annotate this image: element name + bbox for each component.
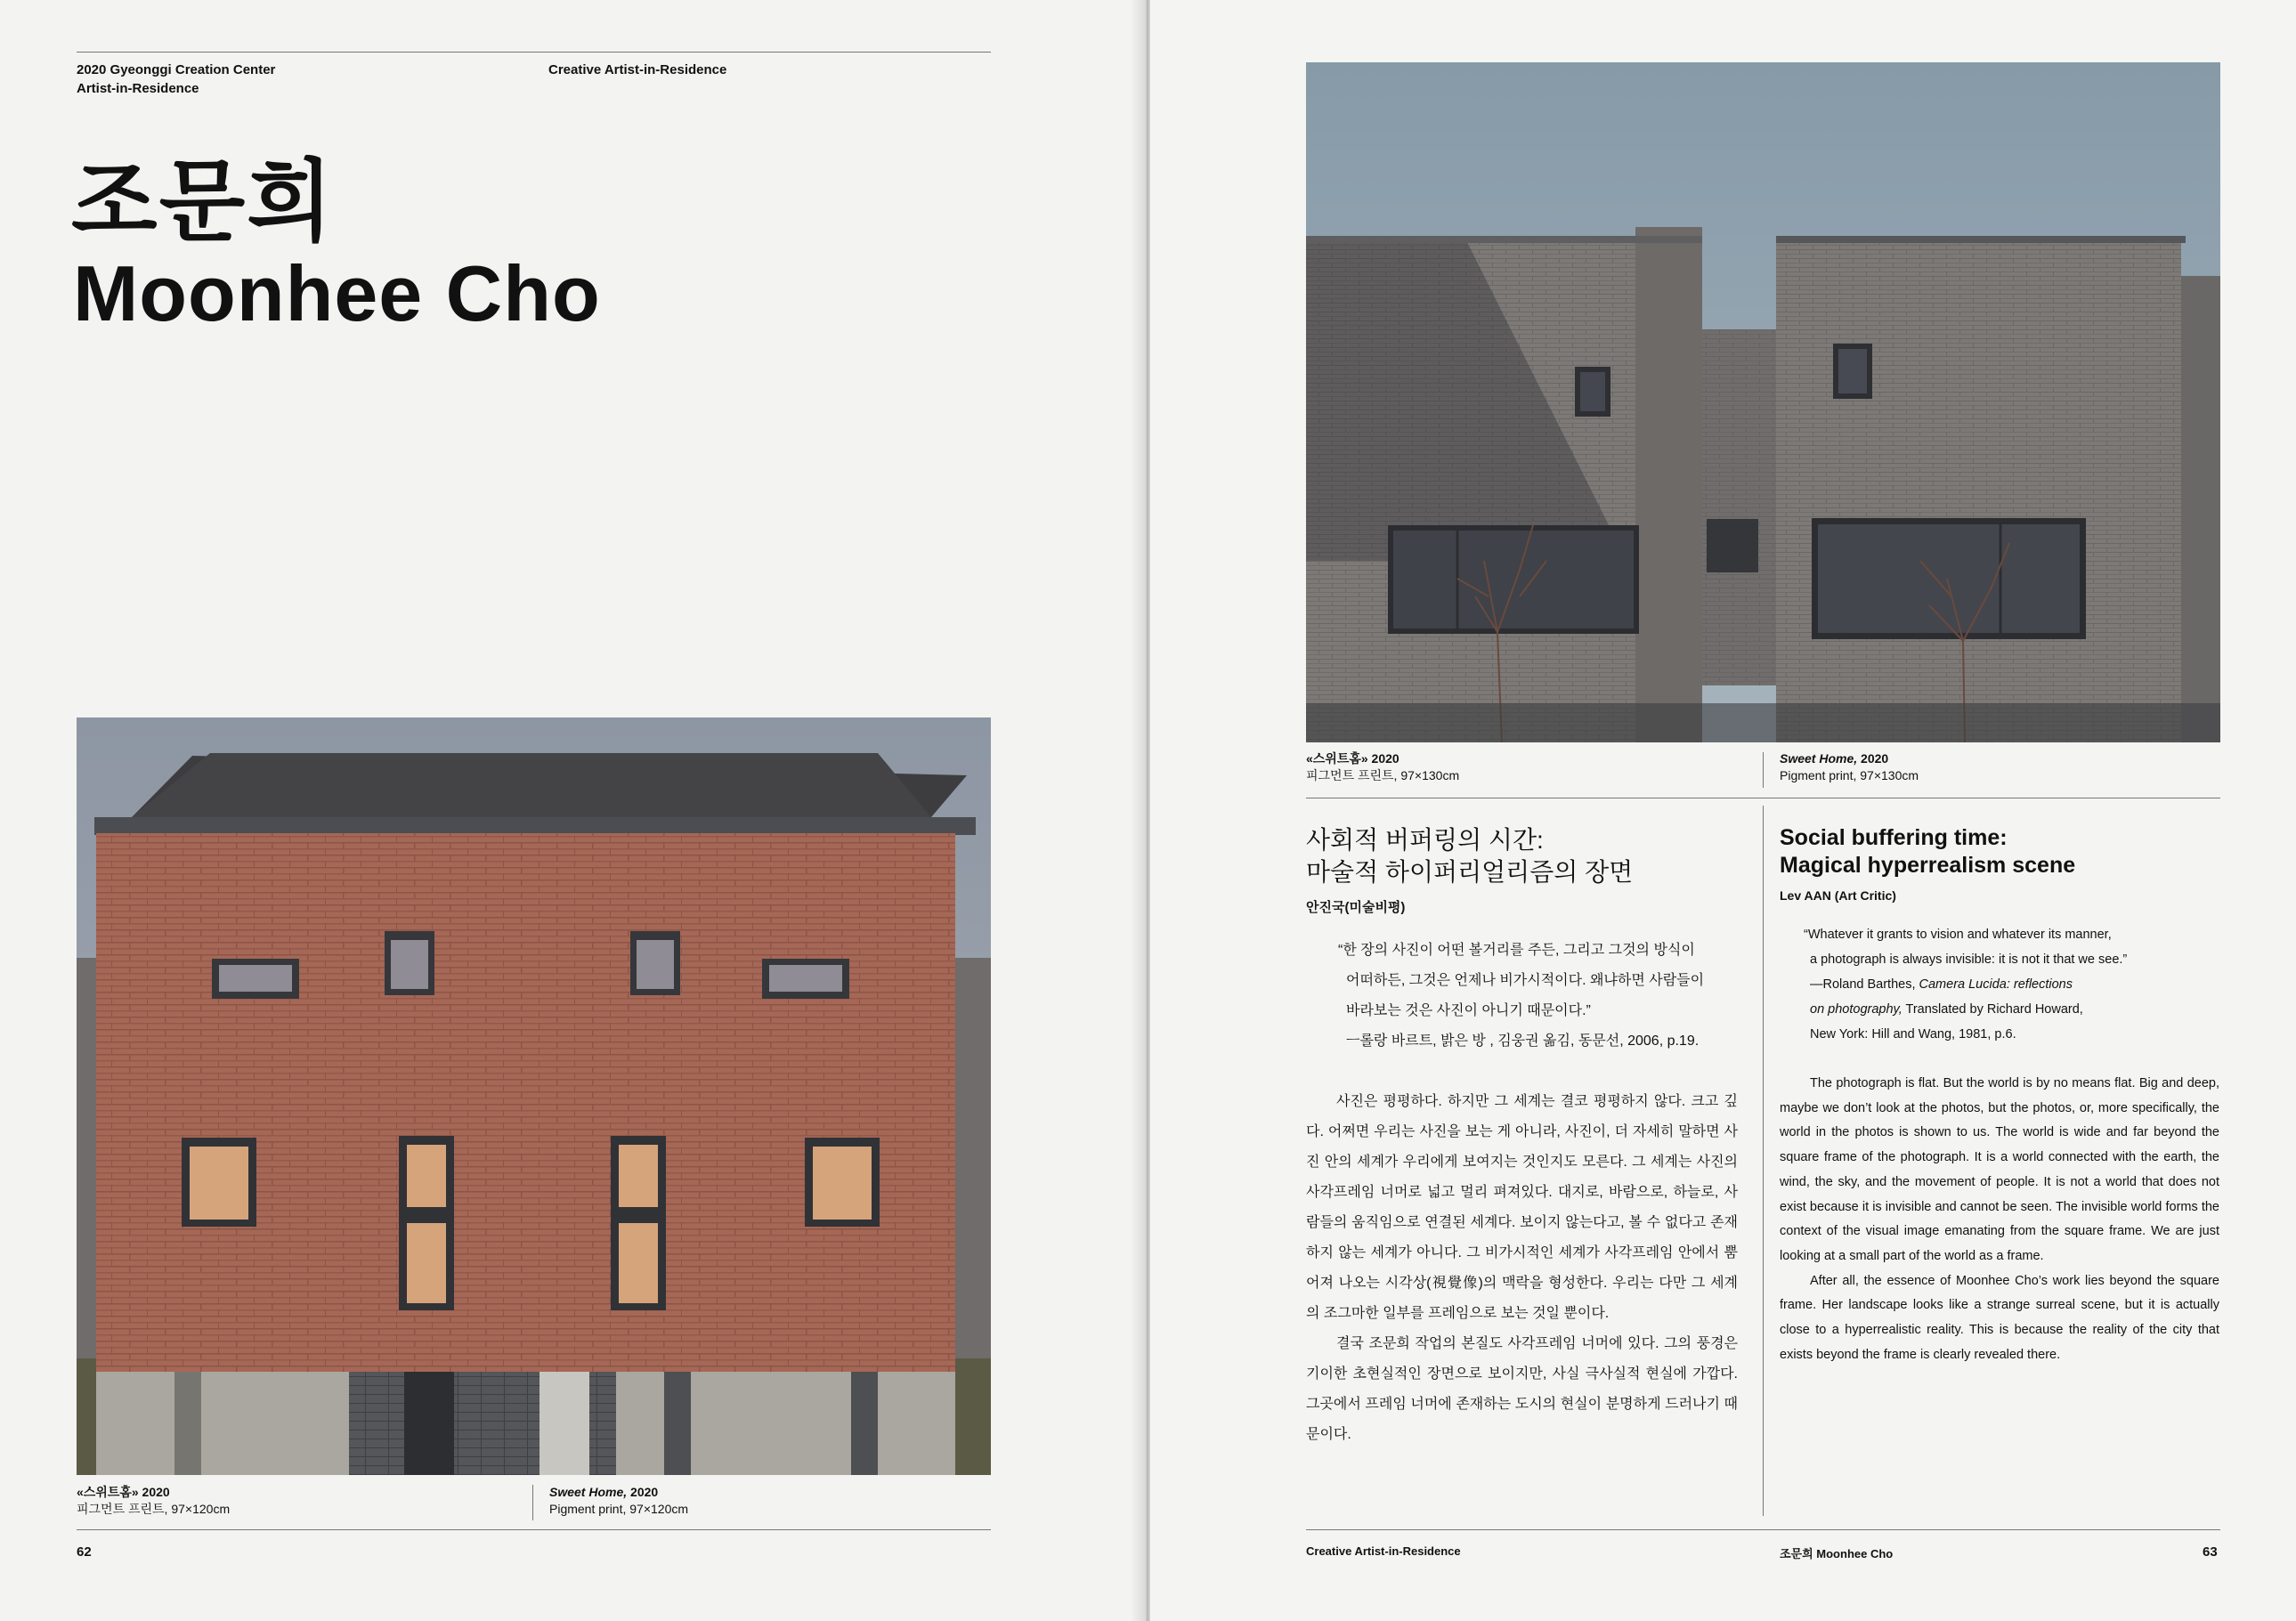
column-divider — [1763, 806, 1764, 1516]
footer-section: Creative Artist-in-Residence — [1306, 1544, 1461, 1558]
header-section: Creative Artist-in-Residence — [548, 62, 727, 77]
artist-name-korean: 조문희 — [71, 152, 335, 252]
bottom-rule-right — [1306, 1529, 2220, 1530]
epigraph-en-publisher: New York: Hill and Wang, 1981, p.6. — [1810, 1027, 2016, 1041]
epigraph-ko-source: ㅡ롤랑 바르트, 밝은 방 , 김웅권 옮김, 동문선, 2006, p.19. — [1346, 1033, 1700, 1049]
right-page — [1150, 0, 2296, 1621]
caption-en-detail: Pigment print, 97×120cm — [549, 1502, 689, 1516]
essay-korean — [1306, 824, 1738, 1450]
footer-artist: 조문희 Moonhee Cho — [1780, 1547, 1894, 1560]
epigraph-en-line: “Whatever it grants to vision and whatever its manner, — [1804, 928, 2112, 942]
epigraph-en-line — [1804, 972, 2219, 997]
caption-ko-title: «스위트홈» 2020 — [77, 1485, 170, 1499]
epigraph-ko-line: 어떠하든, 그것은 언제나 비가시적이다. 왜냐하면 사람들이 — [1346, 973, 1705, 988]
essay-byline-ko: 안진국(미술비평) — [1306, 900, 1406, 915]
essay-title-en-line2: Magical hyperrealism scene — [1780, 853, 2076, 878]
caption-korean-right — [1306, 750, 1459, 784]
epigraph-ko-line: 바라보는 것은 사진이 아니기 때문이다.” — [1346, 1003, 1591, 1018]
caption-en-title-right: Sweet Home, — [1780, 751, 1858, 766]
essay-en-paragraph-1: The photograph is flat. But the world is by no means flat. Big and deep, maybe we don’t look at the photos, but the photos, or, more specifically, the world in the photos is shown to us. The world is wide and far beyond the square frame of the photograph. It is a world connected with the earth, the wind, the sky, and the movement of people. It is not a world that does not exist because it is invisible and cannot be seen. The invisible world forms the context of the visual image emanating from the square frame. We are just looking at a small part of the world as a frame. — [1780, 1076, 2219, 1263]
essay-ko-paragraph-2: 결국 조문희 작업의 본질도 사각프레임 너머에 있다. 그의 풍경은 기이한 초현실적인 장면으로 보이지만, 사실 극사실적 현실에 가깝다. 그곳에서 프레임 너머에 존재하는 도시의 현실이 분명하게 드러나기 때문이다. — [1306, 1336, 1738, 1442]
epigraph-en-book-title: Camera Lucida: reflections — [1919, 977, 2073, 992]
epigraph-en-translator: Translated by Richard Howard, — [1902, 1002, 2083, 1017]
epigraph-en-book-title-cont: on photography, — [1810, 1002, 1903, 1017]
page-number-right: 63 — [2203, 1544, 2218, 1560]
left-page — [0, 0, 1147, 1621]
page-number-left: 62 — [77, 1544, 92, 1560]
epigraph-en-line: a photograph is always invisible: it is not it that we see.” — [1810, 952, 2128, 967]
epigraph-en-line — [1804, 997, 2219, 1022]
caption-english-right — [1780, 750, 1919, 784]
caption-en-year-right: 2020 — [1857, 751, 1889, 766]
epigraph-ko — [1306, 936, 1738, 1057]
artwork-photo-brick-house — [77, 717, 991, 1475]
caption-en-year: 2020 — [627, 1485, 659, 1499]
caption-en-title: Sweet Home, — [549, 1485, 628, 1499]
caption-english-left — [549, 1484, 688, 1518]
essay-en-paragraph-2: After all, the essence of Moonhee Cho’s work lies beyond the square frame. Her landscape looks like a strange surreal scene, but it is actually close to a hyperrealistic reality. This is because the reality of the city that exists beyond the frame is clearly revealed there. — [1780, 1273, 2219, 1362]
epigraph-en — [1780, 922, 2219, 1047]
header-program: 2020 Gyeonggi Creation Center Artist-in-Residence — [77, 62, 276, 96]
caption-ko-detail: 피그먼트 프린트, 97×120cm — [77, 1502, 231, 1516]
bottom-rule — [77, 1529, 991, 1530]
essay-title-ko-line2: 마술적 하이퍼리얼리즘의 장면 — [1306, 858, 1634, 886]
essay-byline-en: Lev AAN (Art Critic) — [1780, 888, 1896, 903]
essay-english — [1780, 824, 2219, 1367]
caption-divider-right — [1763, 752, 1764, 788]
caption-divider — [532, 1485, 533, 1520]
caption-en-detail-right: Pigment print, 97×130cm — [1780, 768, 1919, 782]
essay-title-en-line1: Social buffering time: — [1780, 825, 2008, 850]
epigraph-en-author: —Roland Barthes, — [1810, 977, 1919, 992]
epigraph-ko-line: “한 장의 사진이 어떤 볼거리를 주든, 그리고 그것의 방식이 — [1338, 943, 1695, 958]
caption-korean-left — [77, 1484, 230, 1518]
essay-ko-paragraph-1: 사진은 평평하다. 하지만 그 세계는 결코 평평하지 않다. 크고 깊다. 어쩌면 우리는 사진을 보는 게 아니라, 사진이, 더 자세히 말하면 사진 안의 세계가 우리에게 보여지는 것인지도 모른다. 그 세계는 사진의 사각프레임 너머로 넓고 멀리 펴져있다. 대지로, 바람으로, 하늘로, 사람들의 움직임으로 연결된 세계다. 보이지 않는다고, 볼 수 없다고 존재하지 않는 세계가 아니다. 그 비가시적인 세계가 사각프레임 안에서 뿜어져 나오는 시각상(視覺像)의 맥락을 형성한다. 우리는 다만 그 세계의 조그마한 일부를 프레임으로 보는 것일 뿐이다. — [1306, 1094, 1738, 1321]
artist-name-english: Moonhee Cho — [73, 249, 601, 337]
caption-ko-title-right: «스위트홈» 2020 — [1306, 751, 1400, 766]
artwork-photo-grey-buildings — [1306, 62, 2220, 742]
caption-ko-detail-right: 피그먼트 프린트, 97×130cm — [1306, 768, 1460, 782]
top-rule — [77, 52, 991, 53]
essay-title-ko-line1: 사회적 버퍼링의 시간: — [1306, 826, 1544, 854]
